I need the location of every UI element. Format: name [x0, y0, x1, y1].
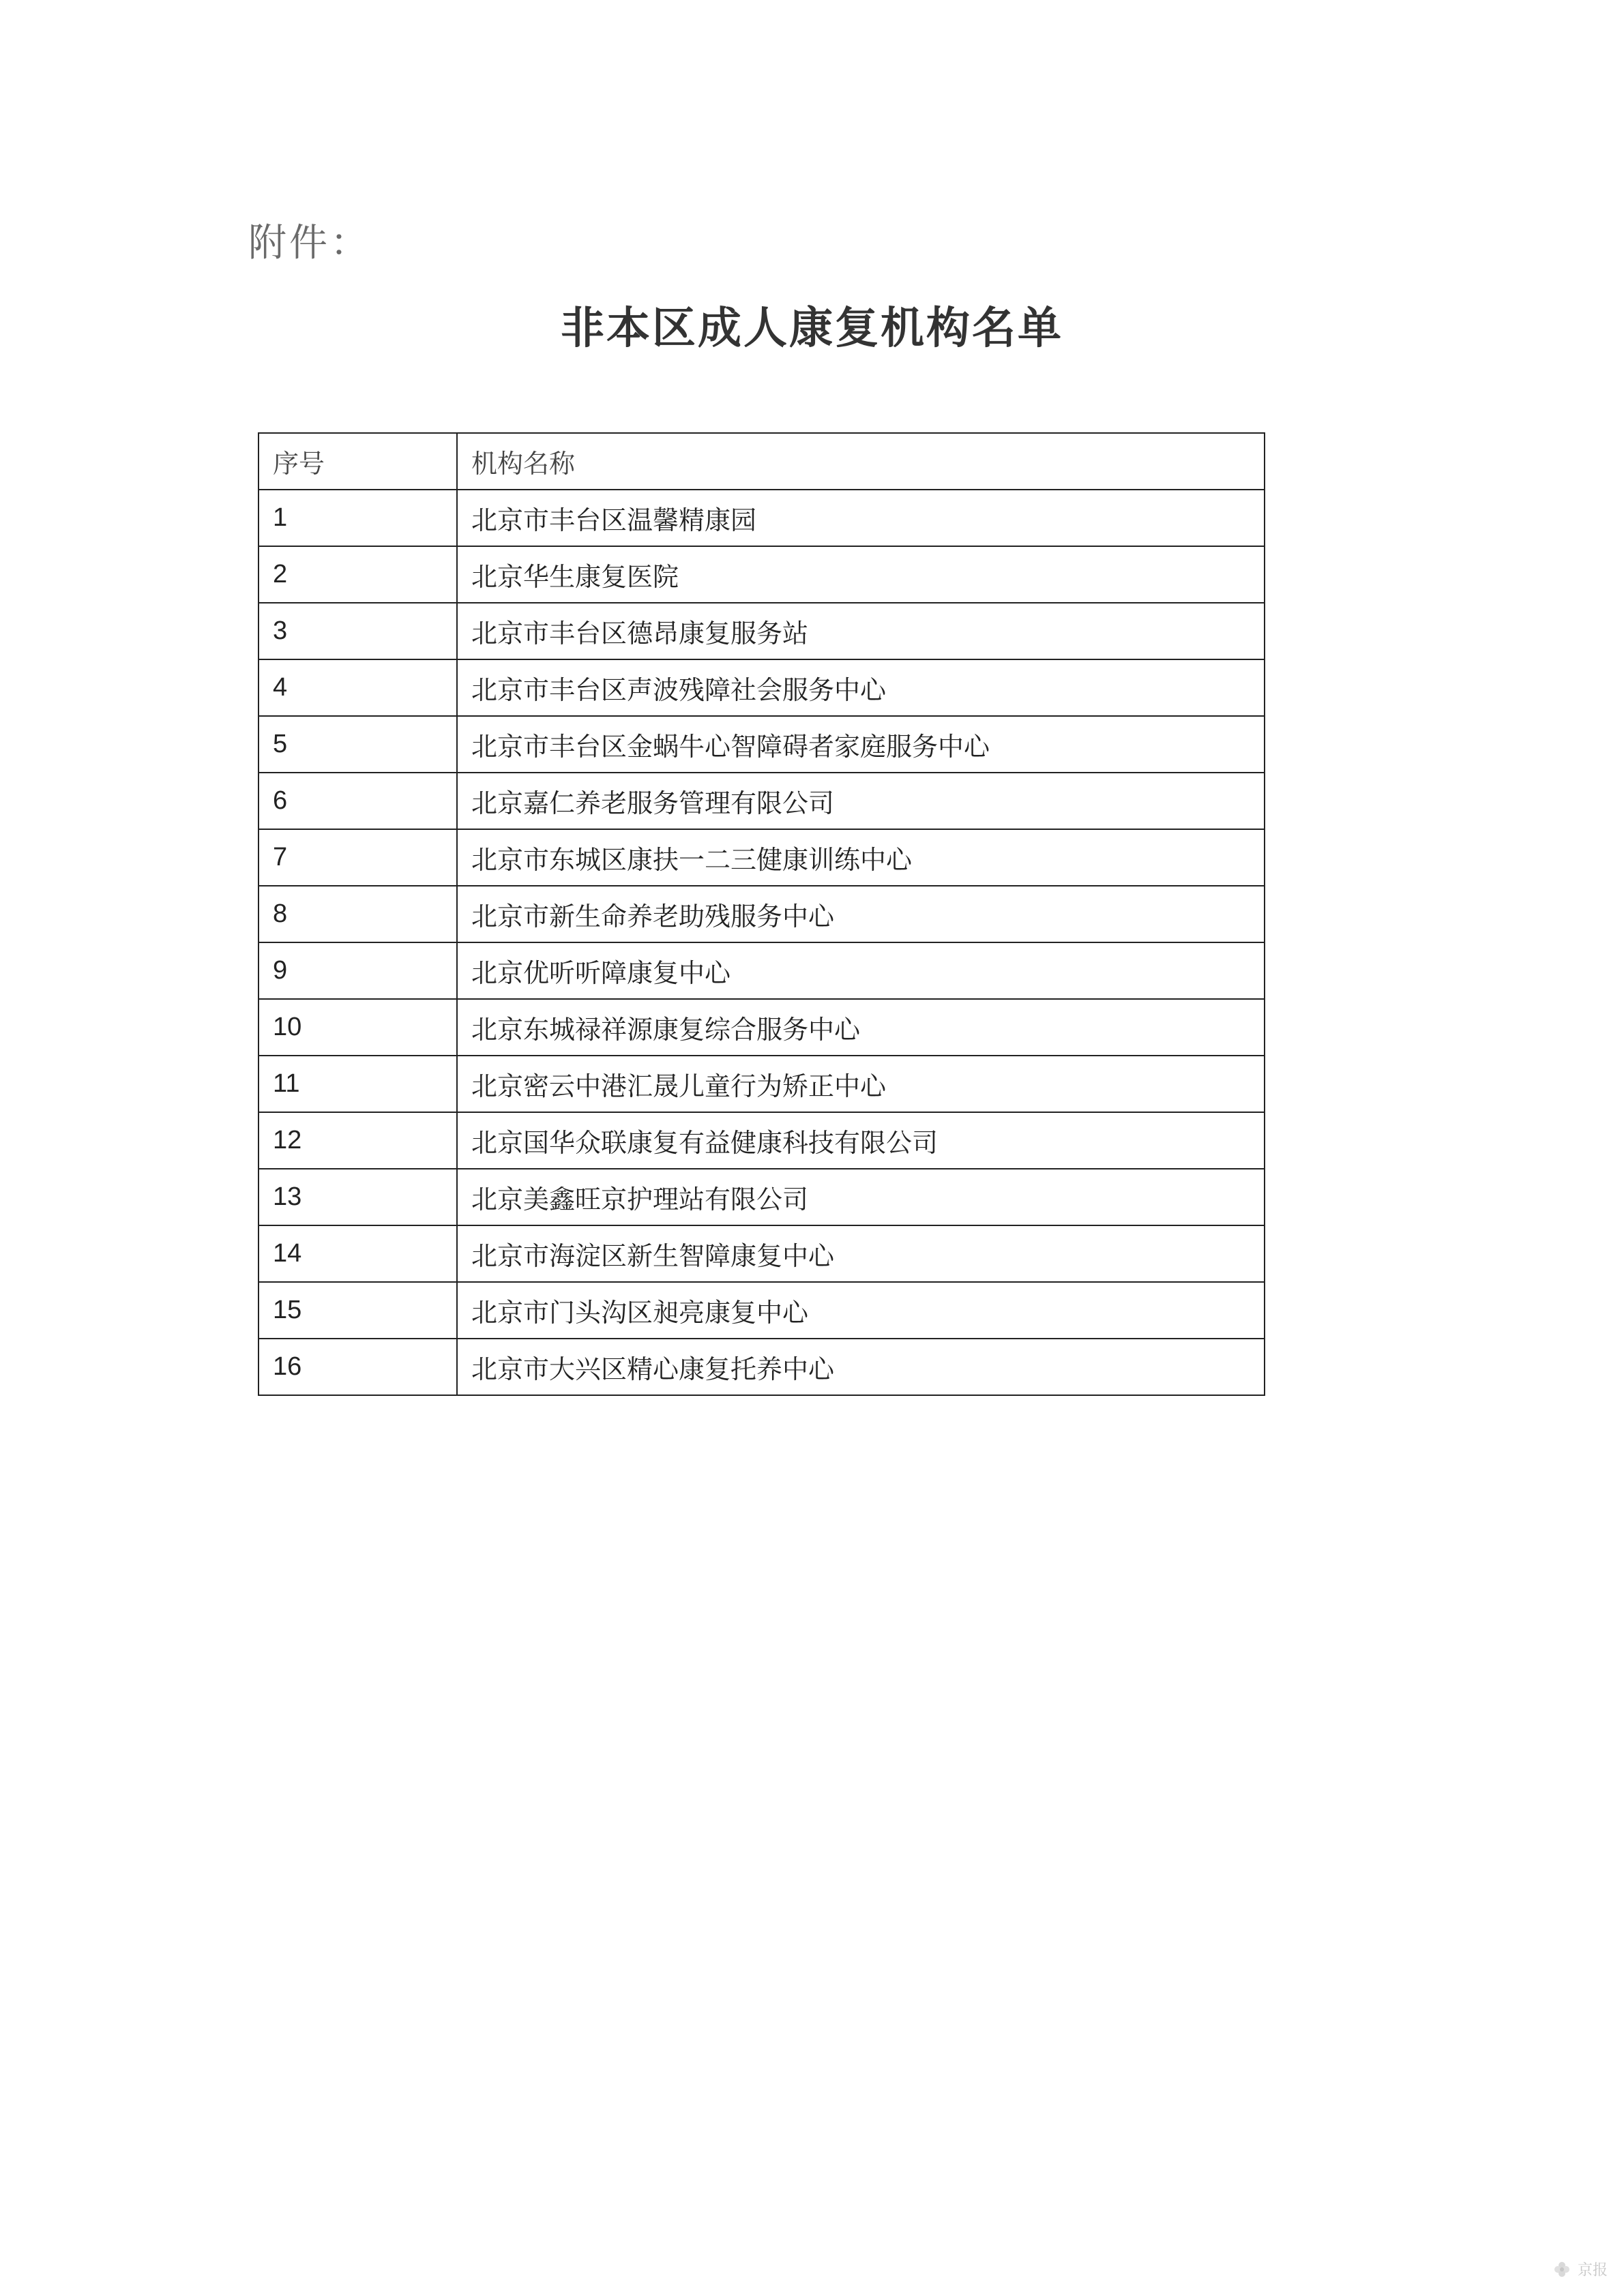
- row-name: 北京市门头沟区昶亮康复中心: [457, 1282, 1265, 1339]
- table-row: [259, 603, 1265, 659]
- row-name: 北京国华众联康复有益健康科技有限公司: [457, 1112, 1265, 1169]
- watermark-text: 京报: [1577, 2262, 1608, 2279]
- row-index: 7: [259, 829, 457, 886]
- institution-table-container: [258, 432, 1264, 1396]
- row-index: 9: [259, 942, 457, 999]
- row-index: 6: [259, 773, 457, 829]
- row-name: 北京优听听障康复中心: [457, 942, 1265, 999]
- row-index: 1: [259, 490, 457, 546]
- table-row: [259, 659, 1265, 716]
- attachment-label: 附件：: [248, 221, 371, 265]
- table-row: [259, 1225, 1265, 1282]
- table-row: [259, 1056, 1265, 1112]
- row-name: 北京市丰台区金蜗牛心智障碍者家庭服务中心: [457, 716, 1265, 773]
- row-name: 北京密云中港汇晟儿童行为矫正中心: [457, 1056, 1265, 1112]
- row-index: 4: [259, 659, 457, 716]
- row-index: 16: [259, 1339, 457, 1395]
- table-row: [259, 490, 1265, 546]
- document-title: 非本区成人康复机构名单: [561, 303, 1063, 354]
- row-name: 北京市大兴区精心康复托养中心: [457, 1339, 1265, 1395]
- table-row: [259, 546, 1265, 603]
- header-index: 序号: [259, 433, 457, 490]
- row-index: 2: [259, 546, 457, 603]
- row-index: 13: [259, 1169, 457, 1225]
- row-index: 14: [259, 1225, 457, 1282]
- row-name: 北京市新生命养老助残服务中心: [457, 886, 1265, 942]
- table-row: [259, 942, 1265, 999]
- header-name: 机构名称: [457, 433, 1265, 490]
- row-name: 北京嘉仁养老服务管理有限公司: [457, 773, 1265, 829]
- row-name: 北京东城禄祥源康复综合服务中心: [457, 999, 1265, 1056]
- flower-logo-icon: [1552, 2259, 1572, 2280]
- watermark: [1552, 2258, 1608, 2280]
- row-name: 北京市东城区康扶一二三健康训练中心: [457, 829, 1265, 886]
- row-name: 北京美鑫旺京护理站有限公司: [457, 1169, 1265, 1225]
- row-index: 8: [259, 886, 457, 942]
- row-index: 11: [259, 1056, 457, 1112]
- institution-table: [258, 432, 1265, 1396]
- table-row: [259, 1282, 1265, 1339]
- table-row: [259, 886, 1265, 942]
- table-row: [259, 1169, 1265, 1225]
- table-row: [259, 999, 1265, 1056]
- table-row: [259, 773, 1265, 829]
- row-index: 5: [259, 716, 457, 773]
- row-name: 北京华生康复医院: [457, 546, 1265, 603]
- table-row: [259, 1112, 1265, 1169]
- row-name: 北京市丰台区德昂康复服务站: [457, 603, 1265, 659]
- table-header-row: [259, 433, 1265, 490]
- row-name: 北京市海淀区新生智障康复中心: [457, 1225, 1265, 1282]
- row-index: 3: [259, 603, 457, 659]
- row-index: 15: [259, 1282, 457, 1339]
- table-row: [259, 829, 1265, 886]
- row-name: 北京市丰台区声波残障社会服务中心: [457, 659, 1265, 716]
- row-index: 12: [259, 1112, 457, 1169]
- table-row: [259, 716, 1265, 773]
- row-name: 北京市丰台区温馨精康园: [457, 490, 1265, 546]
- table-row: [259, 1339, 1265, 1395]
- row-index: 10: [259, 999, 457, 1056]
